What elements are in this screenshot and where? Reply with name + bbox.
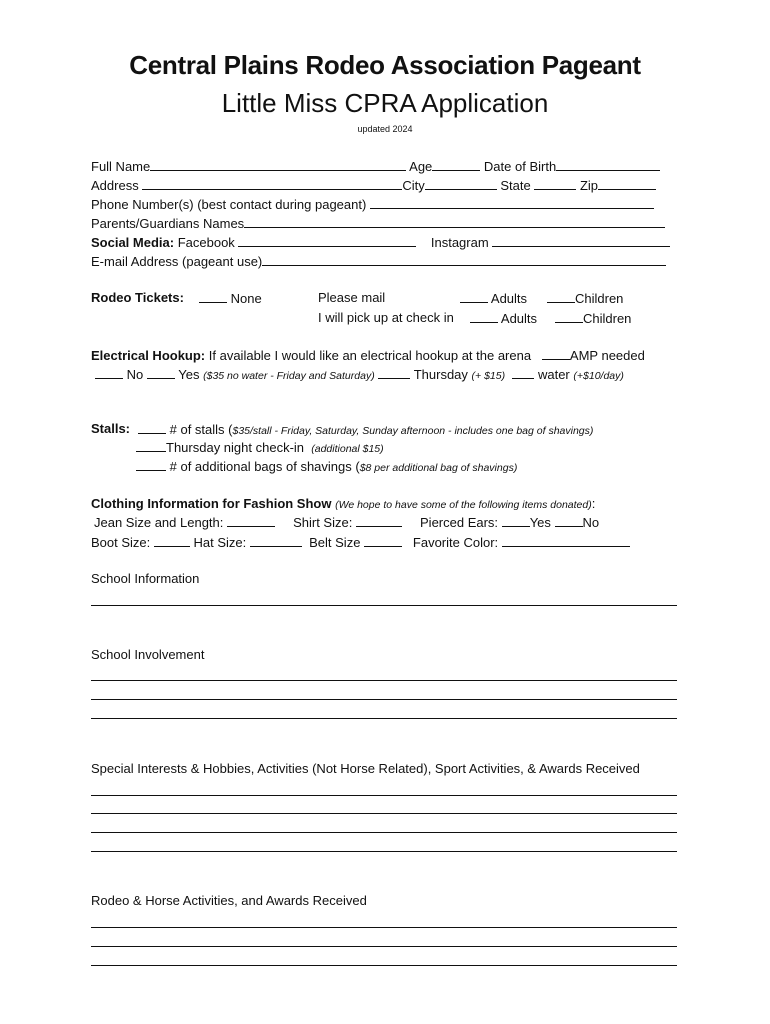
electrical-yes-field[interactable] xyxy=(147,366,175,379)
mail-children-field[interactable] xyxy=(547,290,575,303)
clothing-row-2 xyxy=(91,534,630,551)
electrical-text: If available I would like an electrical hookup at the arena xyxy=(208,348,532,363)
rodeo-activities-line-3[interactable] xyxy=(91,965,677,966)
instagram-field[interactable] xyxy=(492,234,670,247)
num-stalls-label: # of stalls ( xyxy=(169,422,233,437)
interests-line-2[interactable] xyxy=(91,813,677,814)
belt-label: Belt Size xyxy=(309,535,361,550)
dob-field[interactable] xyxy=(556,158,660,171)
tickets-label: Rodeo Tickets: xyxy=(91,290,184,305)
school-info-label: School Information xyxy=(91,571,200,586)
pierced-yes-field[interactable] xyxy=(502,514,530,527)
color-field[interactable] xyxy=(502,534,630,547)
email-label: E-mail Address (pageant use) xyxy=(91,254,263,269)
pickup-adults-label: Adults xyxy=(500,311,538,326)
thursday-note: (+ $15) xyxy=(471,370,506,382)
pierced-yes-label: Yes xyxy=(529,515,551,530)
social-media-label: Social Media: xyxy=(91,235,175,250)
jean-field[interactable] xyxy=(227,514,275,527)
thursday-checkin-field[interactable] xyxy=(136,439,166,452)
email-row xyxy=(91,253,666,270)
jean-label: Jean Size and Length: xyxy=(94,515,224,530)
parents-row xyxy=(91,215,665,232)
hat-field[interactable] xyxy=(250,534,302,547)
parents-label: Parents/Guardians Names xyxy=(91,216,245,231)
zip-field[interactable] xyxy=(598,177,656,190)
belt-field[interactable] xyxy=(364,534,402,547)
zip-label: Zip xyxy=(579,178,599,193)
electrical-yes-label: Yes xyxy=(178,367,200,382)
electrical-row-1 xyxy=(91,347,645,364)
form-subtitle: Little Miss CPRA Application xyxy=(221,88,549,118)
school-involvement-line-3[interactable] xyxy=(91,718,677,719)
interests-line-3[interactable] xyxy=(91,832,677,833)
instagram-label: Instagram xyxy=(430,235,489,250)
address-label: Address xyxy=(91,178,139,193)
tickets-pickup-children xyxy=(555,310,631,327)
phone-row xyxy=(91,196,654,213)
clothing-note: (We hope to have some of the following items donated) xyxy=(335,499,592,511)
thursday-checkin-note: (additional $15) xyxy=(311,443,384,455)
electrical-row-2 xyxy=(95,366,624,384)
full-name-field[interactable] xyxy=(150,158,406,171)
tickets-mail-label: Please mail xyxy=(318,290,386,305)
thursday-checkin-label: Thursday night check-in xyxy=(166,440,305,455)
boot-field[interactable] xyxy=(154,534,190,547)
shirt-label: Shirt Size: xyxy=(293,515,353,530)
bags-field[interactable] xyxy=(136,458,166,471)
pickup-children-label: Children xyxy=(583,311,632,326)
electrical-no-field[interactable] xyxy=(95,366,123,379)
stalls-row-2 xyxy=(136,439,384,457)
tickets-mail-children xyxy=(547,290,623,307)
phone-field[interactable] xyxy=(370,196,654,209)
tickets-none-label: None xyxy=(230,291,262,306)
mail-children-label: Children xyxy=(575,291,624,306)
full-name-label: Full Name xyxy=(91,159,151,174)
updated-note: updated 2024 xyxy=(357,124,413,134)
state-label: State xyxy=(500,178,531,193)
rodeo-activities-label: Rodeo & Horse Activities, and Awards Received xyxy=(91,893,367,908)
stalls-row-1 xyxy=(138,421,593,439)
electrical-yes-note: ($35 no water - Friday and Saturday) xyxy=(203,370,375,382)
boot-label: Boot Size: xyxy=(91,535,151,550)
electrical-no-label: No xyxy=(126,367,144,382)
pierced-label: Pierced Ears: xyxy=(420,515,499,530)
state-field[interactable] xyxy=(534,177,576,190)
bags-label: # of additional bags of shavings ( xyxy=(169,459,360,474)
pierced-no-label: No xyxy=(582,515,600,530)
electrical-label: Electrical Hookup: xyxy=(91,348,206,363)
facebook-label: Facebook xyxy=(177,235,235,250)
email-field[interactable] xyxy=(262,253,666,266)
social-row xyxy=(91,234,670,251)
form-title: Central Plains Rodeo Association Pageant xyxy=(129,50,641,80)
hat-label: Hat Size: xyxy=(193,535,247,550)
tickets-none-field[interactable] xyxy=(199,290,227,303)
mail-adults-label: Adults xyxy=(490,291,528,306)
bags-note: $8 per additional bag of shavings) xyxy=(359,462,518,474)
tickets-mail-adults xyxy=(460,290,527,307)
school-info-line[interactable] xyxy=(91,605,677,606)
pierced-no-field[interactable] xyxy=(555,514,583,527)
school-involvement-line-1[interactable] xyxy=(91,680,677,681)
rodeo-activities-line-1[interactable] xyxy=(91,927,677,928)
school-involvement-label: School Involvement xyxy=(91,647,205,662)
amp-label: AMP needed xyxy=(569,348,645,363)
tickets-pickup-label: I will pick up at check in xyxy=(318,310,454,325)
interests-line-1[interactable] xyxy=(91,795,677,796)
age-field[interactable] xyxy=(432,158,480,171)
city-field[interactable] xyxy=(425,177,497,190)
shirt-field[interactable] xyxy=(356,514,402,527)
pickup-adults-field[interactable] xyxy=(470,310,498,323)
address-field[interactable] xyxy=(142,177,402,190)
interests-line-4[interactable] xyxy=(91,851,677,852)
num-stalls-field[interactable] xyxy=(138,421,166,434)
stalls-label: Stalls: xyxy=(91,421,131,436)
dob-label: Date of Birth xyxy=(483,159,557,174)
num-stalls-note: $35/stall - Friday, Saturday, Sunday afternoon - includes one bag of shavings) xyxy=(232,425,594,437)
clothing-label: Clothing Information for Fashion Show xyxy=(91,496,332,511)
phone-label: Phone Number(s) (best contact during pageant) xyxy=(91,197,367,212)
clothing-row-1 xyxy=(94,514,599,531)
amp-field[interactable] xyxy=(542,347,570,360)
pickup-children-field[interactable] xyxy=(555,310,583,323)
thursday-label: Thursday xyxy=(413,367,468,382)
age-label: Age xyxy=(409,159,433,174)
clothing-heading xyxy=(91,496,595,513)
rodeo-activities-line-2[interactable] xyxy=(91,946,677,947)
thursday-field[interactable] xyxy=(378,366,410,379)
mail-adults-field[interactable] xyxy=(460,290,488,303)
water-label: water xyxy=(537,367,570,382)
clothing-colon: : xyxy=(591,496,596,511)
name-row xyxy=(91,158,660,175)
parents-field[interactable] xyxy=(244,215,665,228)
interests-label: Special Interests & Hobbies, Activities (Not Horse Related), Sport Activities, & Awards Received xyxy=(91,761,640,776)
water-note: (+$10/day) xyxy=(573,370,624,382)
color-label: Favorite Color: xyxy=(412,535,499,550)
water-field[interactable] xyxy=(512,366,534,379)
stalls-row-3 xyxy=(136,458,517,476)
address-row xyxy=(91,177,656,194)
facebook-field[interactable] xyxy=(238,234,416,247)
school-involvement-line-2[interactable] xyxy=(91,699,677,700)
city-label: City xyxy=(402,178,425,193)
tickets-pickup-adults xyxy=(470,310,537,327)
tickets-none-option xyxy=(199,290,262,307)
